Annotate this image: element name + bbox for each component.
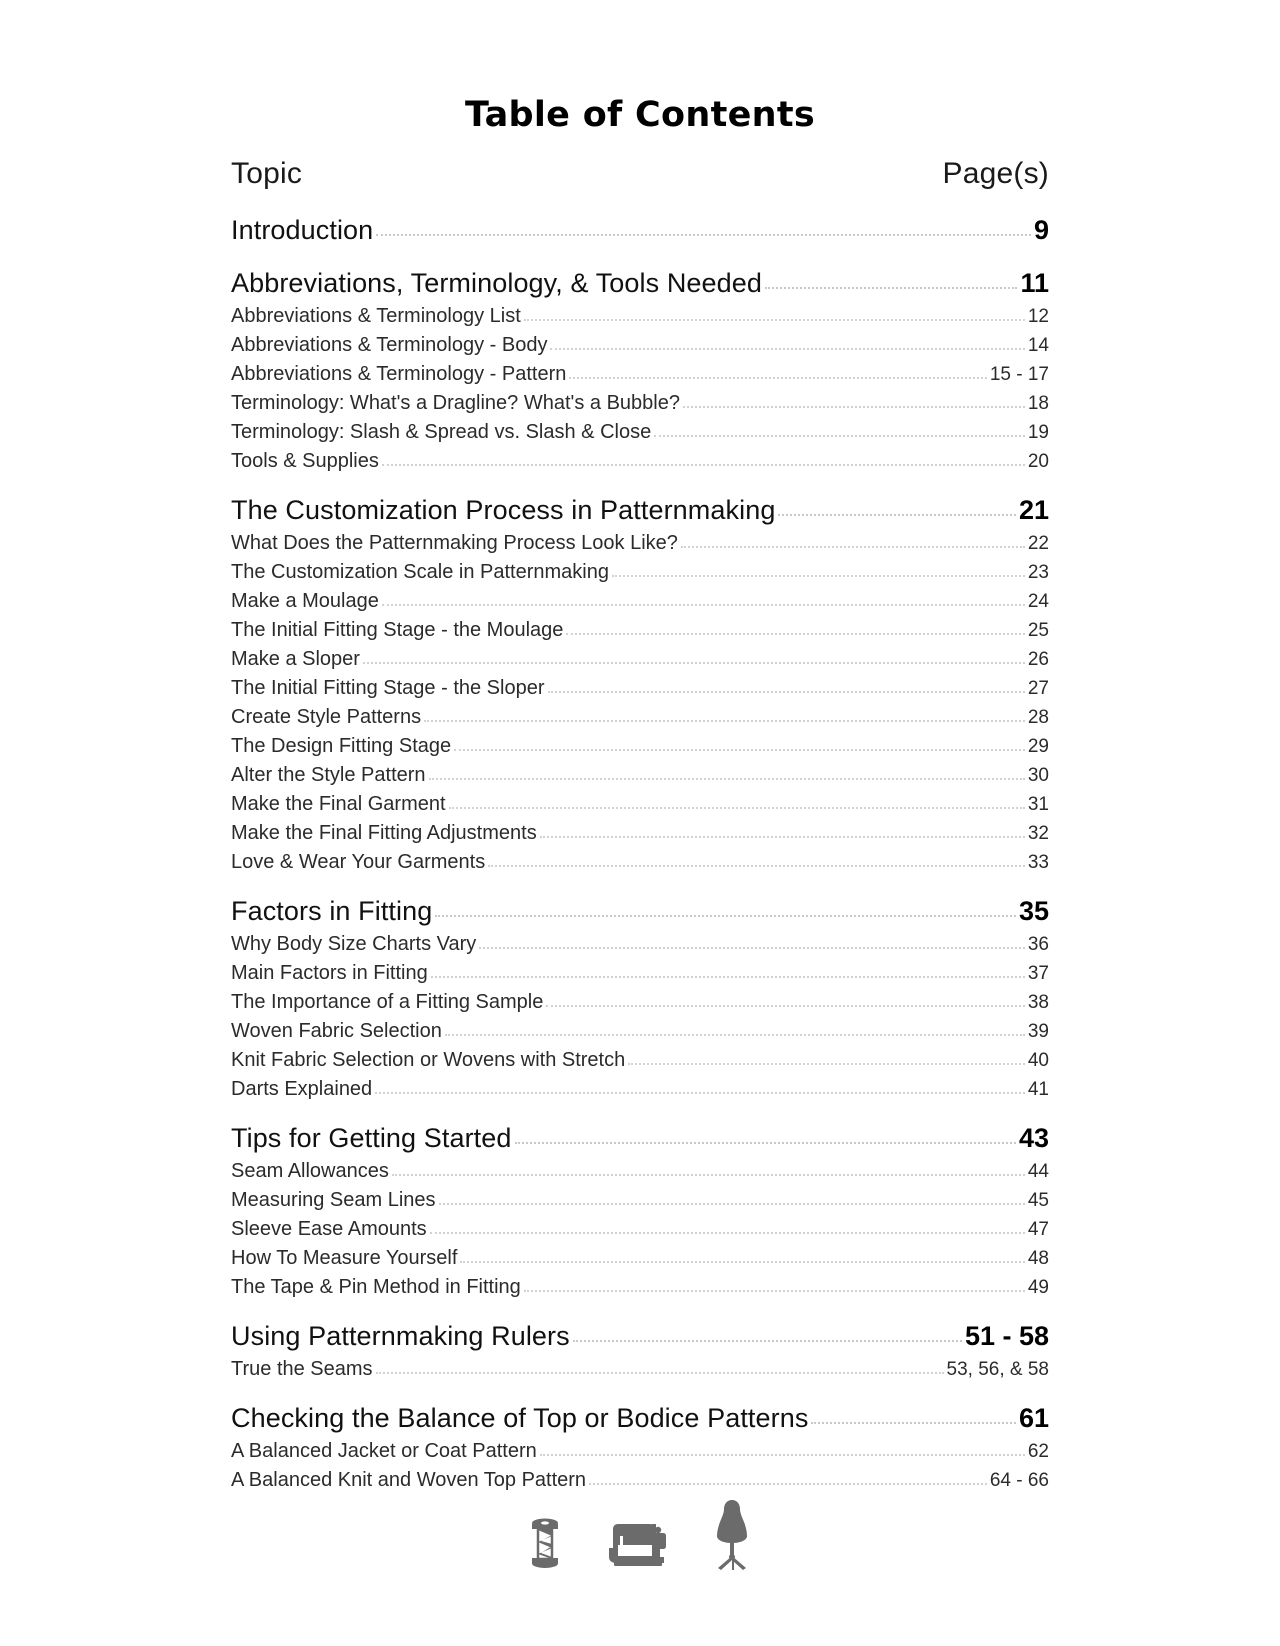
leader-dots [540,835,1025,838]
toc-entry-row[interactable] [231,765,1049,785]
toc-section-page: 35 [1018,895,1049,926]
toc-entry-row[interactable] [231,364,1049,384]
toc-entry-row[interactable] [231,620,1049,640]
toc-entry-row[interactable] [231,1359,1049,1379]
toc-entry-page: 24 [1027,590,1049,612]
toc-section [231,494,1049,873]
toc-entry-row[interactable] [231,1190,1049,1210]
toc-entry-page: 29 [1027,735,1049,757]
toc-entry-row[interactable] [231,794,1049,814]
toc-entry-label: The Tape & Pin Method in Fitting [231,1275,521,1298]
leader-dots [363,661,1025,664]
leader-dots [449,806,1025,809]
leader-dots [573,1339,962,1342]
toc-entry-row[interactable] [231,1277,1049,1297]
toc-section-label: Factors in Fitting [231,895,433,926]
toc-section [231,1402,1049,1491]
toc-entry-label: Alter the Style Pattern [231,763,426,786]
toc-entry-row[interactable] [231,852,1049,872]
toc-entry-label: Make the Final Fitting Adjustments [231,821,537,844]
leader-dots [382,603,1025,606]
toc-entry-page: 19 [1027,421,1049,443]
toc-entry-page: 36 [1027,933,1049,955]
toc-section-row[interactable] [231,214,1049,245]
leader-dots [431,975,1025,978]
toc-entry-label: Terminology: What's a Dragline? What's a Bubble? [231,391,680,414]
toc-entry-page: 14 [1027,334,1049,356]
leader-dots [439,1202,1025,1205]
leader-dots [683,405,1025,408]
toc-entry-label: How To Measure Yourself [231,1246,458,1269]
leader-dots [430,1231,1025,1234]
toc-entry-row[interactable] [231,707,1049,727]
toc-entry-label: Make the Final Garment [231,792,446,815]
toc-entry-label: Sleeve Ease Amounts [231,1217,427,1240]
toc-section-label: Tips for Getting Started [231,1122,512,1153]
leader-dots [569,376,986,379]
toc-entry-label: A Balanced Knit and Woven Top Pattern [231,1468,587,1491]
toc-section-label: Introduction [231,214,374,245]
leader-dots [628,1062,1025,1065]
toc-entry-label: Measuring Seam Lines [231,1188,436,1211]
toc-entry-page: 18 [1027,392,1049,414]
toc-section-label: Checking the Balance of Top or Bodice Patterns [231,1402,809,1433]
toc-section [231,1122,1049,1298]
leader-dots [460,1260,1024,1263]
page-title: Table of Contents [464,95,816,135]
toc-entry-label: Darts Explained [231,1077,373,1100]
toc-entry-row[interactable] [231,1470,1049,1490]
toc-entry-page: 44 [1027,1160,1049,1182]
toc-entry-label: What Does the Patternmaking Process Look Like? [231,531,678,554]
toc-section-page: 43 [1018,1122,1049,1153]
toc-entry-page: 22 [1027,532,1049,554]
toc-entry-page: 38 [1027,991,1049,1013]
toc-section-page: 61 [1018,1402,1049,1433]
leader-dots [778,513,1016,516]
toc-entry-row[interactable] [231,1050,1049,1070]
toc-entry-label: Seam Allowances [231,1159,389,1182]
toc-section-row[interactable] [231,895,1049,926]
toc-entry-label: Abbreviations & Terminology - Body [231,333,548,356]
column-headers [231,135,1049,191]
toc-entry-page: 20 [1027,450,1049,472]
leader-dots [454,748,1025,751]
toc-entry-row[interactable] [231,591,1049,611]
toc-entry-label: A Balanced Jacket or Coat Pattern [231,1439,537,1462]
leader-dots [524,318,1025,321]
toc-section-page: 21 [1018,494,1049,525]
toc-entry-page: 27 [1027,677,1049,699]
leader-dots [765,286,1017,289]
leader-dots [375,1091,1025,1094]
toc-entry-row[interactable] [231,533,1049,553]
leader-dots [382,463,1025,466]
toc-entry-row[interactable] [231,306,1049,326]
toc-entry-label: The Initial Fitting Stage - the Sloper [231,676,545,699]
toc-entry-page: 28 [1027,706,1049,728]
thread-spool-icon [530,1518,560,1570]
toc-entry-row[interactable] [231,1248,1049,1268]
toc-entry-row[interactable] [231,335,1049,355]
toc-entry-row[interactable] [231,736,1049,756]
toc-section-row[interactable] [231,1402,1049,1433]
leader-dots [376,1371,944,1374]
toc-entry-label: The Initial Fitting Stage - the Moulage [231,618,564,641]
leader-dots [654,434,1025,437]
toc-entry-page: 47 [1027,1218,1049,1240]
toc-entry-label: The Importance of a Fitting Sample [231,990,544,1013]
toc-section [231,267,1049,472]
toc-entry-label: Love & Wear Your Garments [231,850,486,873]
leader-dots [515,1141,1016,1144]
toc-entry-page: 53, 56, & 58 [946,1358,1049,1380]
toc-entry-row[interactable] [231,1021,1049,1041]
toc-entry-page: 40 [1027,1049,1049,1071]
toc-entry-page: 45 [1027,1189,1049,1211]
toc-entry-row[interactable] [231,934,1049,954]
toc-entry-label: Tools & Supplies [231,449,379,472]
toc-entry-page: 25 [1027,619,1049,641]
toc-section-label: The Customization Process in Patternmaking [231,494,776,525]
toc-section-page: 11 [1020,267,1049,298]
toc-entry-label: Abbreviations & Terminology List [231,304,521,327]
leader-dots [540,1453,1025,1456]
toc-section-row[interactable] [231,267,1049,298]
toc-section-page: 51 - 58 [964,1320,1049,1351]
toc-section-page: 9 [1033,214,1049,245]
toc-entry-row[interactable] [231,562,1049,582]
toc-entry-page: 32 [1027,822,1049,844]
toc-entry-page: 31 [1027,793,1049,815]
leader-dots [424,719,1025,722]
leader-dots [811,1421,1016,1424]
leader-dots [429,777,1025,780]
toc-section [231,895,1049,1100]
toc-entry-label: Terminology: Slash & Spread vs. Slash & Close [231,420,652,443]
leader-dots [566,632,1024,635]
leader-dots [681,545,1025,548]
toc-entry-label: Woven Fabric Selection [231,1019,442,1042]
toc-entry-row[interactable] [231,1161,1049,1181]
toc-entry-label: The Design Fitting Stage [231,734,452,757]
pages-column-header: Page(s) [942,156,1049,190]
toc-entry-label: Knit Fabric Selection or Wovens with Stretch [231,1048,626,1071]
toc-entry-page: 62 [1027,1440,1049,1462]
dress-form-icon [714,1498,750,1570]
toc-entry-page: 30 [1027,764,1049,786]
toc-entry-page: 33 [1027,851,1049,873]
toc-entry-label: Why Body Size Charts Vary [231,932,477,955]
toc-entry-row[interactable] [231,678,1049,698]
toc-entry-row[interactable] [231,823,1049,843]
toc-section-row[interactable] [231,1122,1049,1153]
leader-dots [524,1289,1025,1292]
toc-entry-page: 12 [1027,305,1049,327]
toc-entry-page: 37 [1027,962,1049,984]
toc-entry-page: 64 - 66 [989,1469,1049,1491]
toc-entry-label: Make a Moulage [231,589,379,612]
toc-entry-row[interactable] [231,451,1049,471]
toc-entry-list [231,191,1049,1490]
leader-dots [392,1173,1025,1176]
toc-section-row[interactable] [231,494,1049,525]
toc-entry-label: Create Style Patterns [231,705,422,728]
toc-entry-row[interactable] [231,393,1049,413]
toc-entry-row[interactable] [231,963,1049,983]
toc-entry-page: 39 [1027,1020,1049,1042]
toc-entry-label: Abbreviations & Terminology - Pattern [231,362,567,385]
leader-dots [546,1004,1024,1007]
toc-entry-row[interactable] [231,649,1049,669]
toc-entry-row[interactable] [231,992,1049,1012]
leader-dots [612,574,1025,577]
toc-entry-page: 41 [1027,1078,1049,1100]
toc-entry-row[interactable] [231,1079,1049,1099]
leader-dots [548,690,1025,693]
toc-entry-page: 48 [1027,1247,1049,1269]
toc-section [231,1320,1049,1380]
toc-entry-row[interactable] [231,1441,1049,1461]
leader-dots [445,1033,1025,1036]
toc-entry-page: 26 [1027,648,1049,670]
toc-entry-page: 15 - 17 [989,363,1049,385]
toc-section-label: Abbreviations, Terminology, & Tools Needed [231,267,763,298]
toc-section-row[interactable] [231,1320,1049,1351]
leader-dots [550,347,1024,350]
toc-entry-row[interactable] [231,1219,1049,1239]
toc-section [231,214,1049,245]
toc-entry-label: Make a Sloper [231,647,360,670]
footer-icon-row [0,1498,1280,1570]
leader-dots [435,914,1016,917]
toc-entry-row[interactable] [231,422,1049,442]
toc-entry-page: 49 [1027,1276,1049,1298]
toc-section-label: Using Patternmaking Rulers [231,1320,570,1351]
toc-entry-page: 23 [1027,561,1049,583]
toc-entry-label: The Customization Scale in Patternmaking [231,560,609,583]
leader-dots [376,233,1031,236]
leader-dots [479,946,1025,949]
toc-entry-label: True the Seams [231,1357,373,1380]
leader-dots [589,1482,987,1485]
topic-column-header: Topic [231,156,303,190]
sewing-machine-icon [606,1518,668,1570]
leader-dots [488,864,1025,867]
toc-entry-label: Main Factors in Fitting [231,961,428,984]
